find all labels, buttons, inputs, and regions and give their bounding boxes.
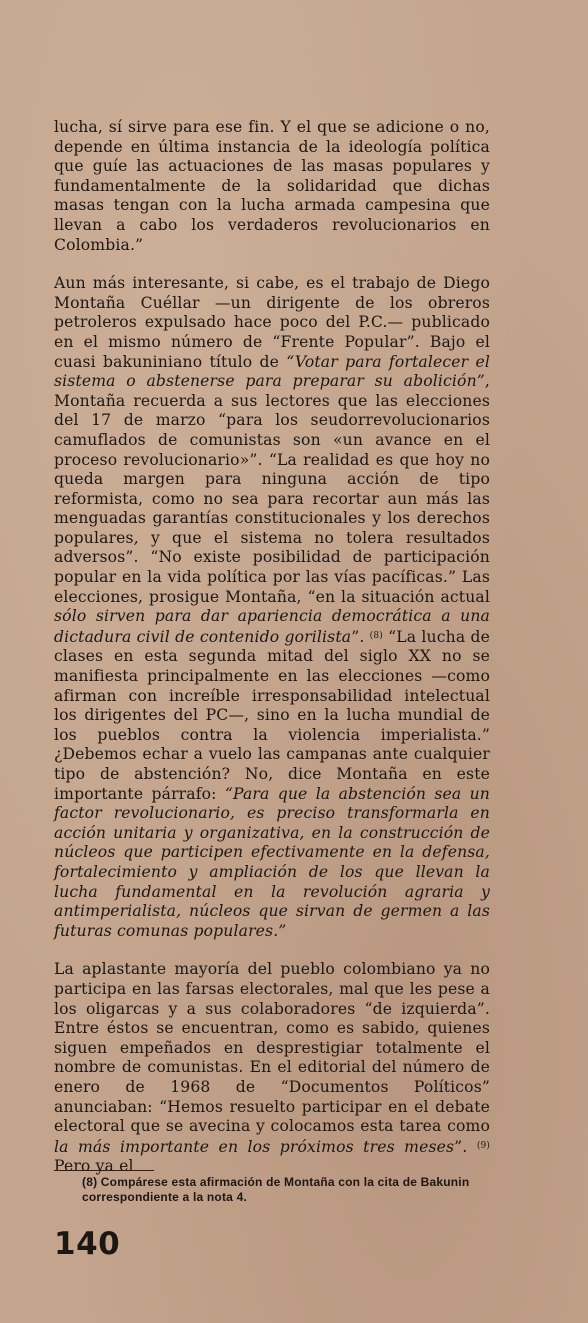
paragraph-continuation: lucha, sí sirve para ese fin. Y el que se adicione o no, depende en última instancia de la ideología política que guíe las actuaciones de las masas populares y fundamentalmente de la solidaridad que dichas masas tengan con la lucha armada campesina que llevan a cabo los verdaderos revolucionarios en Colombia.” (54, 118, 490, 254)
footnote-8: (8) Compárese esta afirmación de Montaña con la cita de Bakunin correspondiente a la nota 4. (82, 1175, 470, 1204)
text-column (54, 118, 490, 1177)
text-run: ”. (351, 627, 370, 646)
italic-quote: “Para que la abstención sea un factor revolucionario, es preciso transformarla en acción unitaria y organizativa, en la construcción de núcleos que participen efectivamente en la defensa, fortalecimiento y ampliación de los que llevan la lucha fundamental en la revolución agraria y antimperialista, núcleos que sirvan de germen a las futuras comunas populares.” (54, 784, 490, 940)
text-run: Pero ya el (54, 1157, 134, 1176)
page-number: 140 (54, 1226, 121, 1262)
italic-quote: la más importante en los próximos tres meses (54, 1137, 455, 1156)
text-run: ”. (454, 1137, 477, 1156)
paragraph-majority (54, 960, 490, 1177)
footnote-divider (54, 1170, 154, 1171)
footnote-ref-8: (8) (369, 630, 383, 641)
text-run: La aplastante mayoría del pueblo colombiano ya no participa en las farsas electorales, mal que les pese a los oligarcas y a sus colaboradores “de izquierda”. Entre éstos se encuentran, como es sabido, quienes siguen empeñados en desprestigiar totalmente el nombre de comunistas. En el editorial del número de enero de 1968 de “Documentos Políticos” anunciaban: “Hemos resuelto participar en el debate electoral que se avecina y colocamos esta tarea como (54, 960, 490, 1136)
footnote-ref-9: (9) (476, 1140, 491, 1151)
text-run: “La lucha de clases en esta segunda mitad del siglo XX no se manifiesta principalmente en las elecciones —como afirman con increíble irresponsabilidad intelectual los dirigentes del PC—, sino en la lucha mundial de los pueblos contra la violencia imperialista.” ¿Debemos echar a vuelo las campanas ante cualquier tipo de abstención? No, dice Montaña en este importante párrafo: (54, 627, 491, 803)
italic-title: “Votar para fortalecer el sistema o abstenerse para preparar su abolición” (54, 352, 490, 391)
italic-quote: sólo sirven para dar apariencia democrática a una dictadura civil de contenido gorilista (54, 607, 490, 646)
text-run: Aun más interesante, si cabe, es el trabajo de Diego Montaña Cuéllar —un dirigente de los obreros petroleros expulsado hace poco del P.C.— publicado en el mismo número de “Frente Popular”. Bajo el cuasi bakuniniano título de (54, 274, 490, 371)
paragraph-montana (54, 274, 490, 941)
text-run: , Montaña recuerda a sus lectores que las elecciones del 17 de marzo “para los seudorrevolucionarios camuflados de comunistas son «un avance en el proceso revolucionario»”. “La realidad es que hoy no queda margen para ninguna acción de tipo reformista, como no sea para recortar aun más las menguadas garantías constitucionales y los derechos populares, y que el sistema no tolera resultados adversos”. “No existe posibilidad de participación popular en la vida política por las vías pacíficas.” Las elecciones, prosigue Montaña, “en la situación actual (54, 372, 490, 606)
